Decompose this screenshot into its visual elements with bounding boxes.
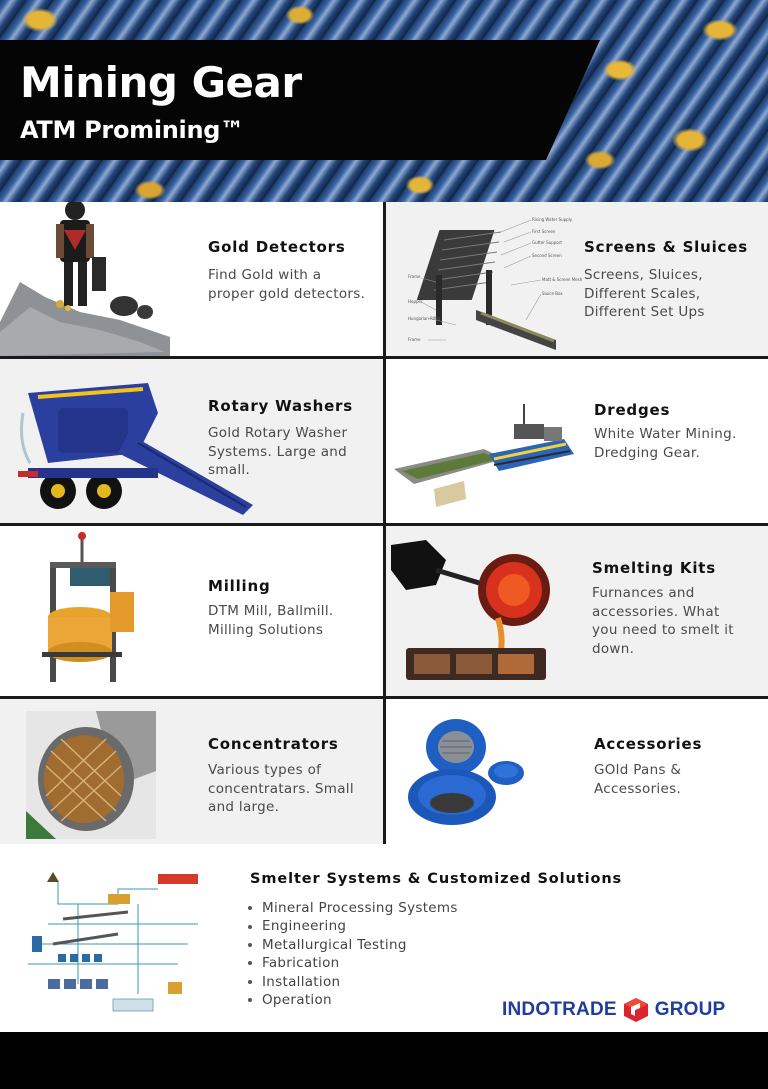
product-description: White Water Mining. Dredging Gear. (594, 426, 737, 461)
list-item-label: Fabrication (262, 955, 340, 972)
diagram-label: Rising Water Supply (532, 217, 573, 222)
product-title: Concentrators (208, 735, 339, 753)
product-title: Rotary Washers (208, 397, 353, 415)
page-title: Mining Gear (20, 58, 302, 107)
logo-text-left: INDOTRADE (502, 999, 617, 1020)
diagram-label: Frame (408, 337, 421, 342)
header-banner (0, 0, 768, 202)
bullet-icon (248, 943, 252, 947)
product-card-concentrators[interactable] (0, 699, 383, 844)
list-item-label: Installation (262, 973, 341, 990)
bullet-icon (248, 961, 252, 965)
product-description: DTM Mill, Ballmill. Milling Solutions (208, 603, 334, 638)
diagram-label: Gutter Support (532, 240, 562, 245)
product-card-rotary-washers[interactable] (0, 359, 383, 523)
list-item-label: Mineral Processing Systems (262, 900, 458, 916)
dredge-photo-icon (394, 399, 579, 509)
product-grid (0, 202, 768, 844)
solutions-title: Smelter Systems & Customized Solutions (250, 871, 623, 887)
product-card-dredges[interactable] (386, 359, 768, 523)
diagram-label: Hungarian Riffle (408, 316, 441, 321)
screen-sluice-diagram-icon (406, 210, 586, 356)
product-description: GOld Pans & Accessories. (594, 762, 682, 797)
list-item (246, 936, 458, 954)
concentrator-photo-icon (26, 711, 156, 839)
product-card-screens-sluices[interactable] (386, 202, 768, 356)
product-card-smelting-kits[interactable] (386, 526, 768, 696)
diagram-label: Hopper (408, 299, 423, 304)
list-item (246, 991, 458, 1009)
product-card-gold-detectors[interactable] (0, 202, 383, 356)
diagram-label: Second Screen (532, 253, 562, 258)
solutions-list (246, 899, 458, 1009)
product-title: Accessories (594, 735, 703, 753)
bottom-bar (0, 1032, 768, 1089)
indotrade-logo (502, 997, 725, 1023)
product-title: Milling (208, 577, 271, 595)
bullet-icon (248, 980, 252, 984)
diagram-label: First Screen (532, 229, 556, 234)
product-description: Furnances and accessories. What you need to smelt it down. (592, 585, 734, 657)
smelting-photo-icon (386, 540, 566, 690)
list-item (246, 899, 458, 917)
product-title: Screens & Sluices (584, 238, 748, 256)
product-title: Smelting Kits (592, 559, 716, 577)
product-title: Dredges (594, 401, 671, 419)
product-description: Various types of concentratars. Small and large. (208, 762, 354, 815)
product-card-accessories[interactable] (386, 699, 768, 844)
logo-cube-icon (622, 997, 650, 1023)
process-flow-diagram-icon (18, 864, 213, 1019)
list-item (246, 954, 458, 972)
logo-text-right: GROUP (654, 999, 726, 1020)
product-card-milling[interactable] (0, 526, 383, 696)
product-description: Find Gold with a proper gold detectors. (208, 267, 366, 302)
list-item-label: Engineering (262, 918, 347, 935)
product-description: Screens, Sluices, Different Scales, Different Set Ups (584, 267, 705, 320)
diagram-label: Matt & Screen Mesh (542, 277, 583, 282)
list-item (246, 973, 458, 991)
product-title: Gold Detectors (208, 238, 346, 256)
gold-pan-icon (406, 711, 526, 833)
gold-detector-photo-icon (0, 202, 175, 356)
list-item-label: Metallurgical Testing (262, 936, 407, 953)
diagram-label: Frame (408, 274, 421, 279)
mill-photo-icon (40, 532, 140, 692)
bullet-icon (248, 998, 252, 1002)
bullet-icon (248, 925, 252, 929)
list-item (246, 917, 458, 935)
list-item-label: Operation (262, 992, 332, 1009)
diagram-label: Sluice Box (542, 291, 563, 296)
bullet-icon (248, 906, 252, 910)
page-subtitle: ATM Promining™ (20, 116, 244, 144)
solutions-section (0, 846, 768, 1032)
product-description: Gold Rotary Washer Systems. Large and small. (208, 425, 348, 478)
